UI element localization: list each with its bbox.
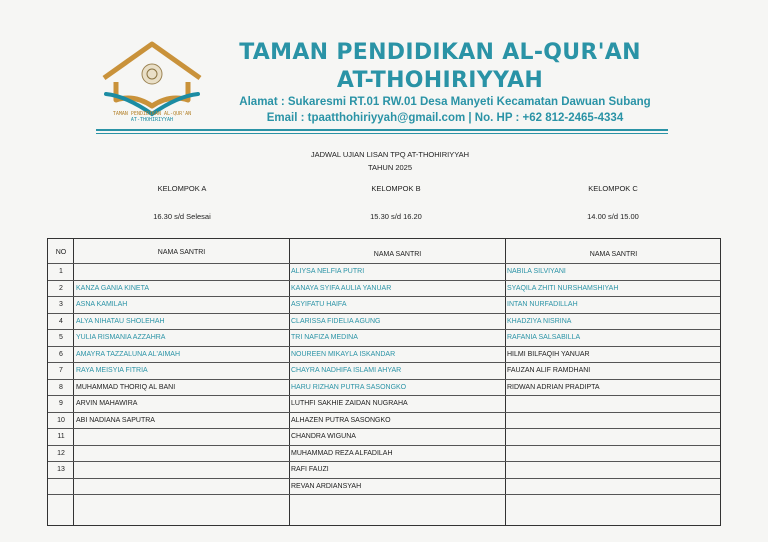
student-name-group-c: HILMI BILFAQIH YANUAR [507, 350, 590, 358]
student-name-group-b: ALIYSA NELFIA PUTRI [291, 268, 365, 275]
logo-caption-line-1: TAMAN PENDIDIKAN AL-QUR'AN [112, 111, 192, 117]
student-name-group-b: RAFI FAUZI [291, 466, 329, 473]
row-divider [48, 296, 720, 297]
row-number: 11 [57, 433, 65, 440]
student-name-group-b: HARU RIZHAN PUTRA SASONGKO [291, 383, 407, 391]
group-a-time: 16.30 s/d Selesai [153, 212, 211, 221]
student-name-group-c: RAFANIA SALSABILLA [507, 334, 581, 341]
row-divider [48, 329, 720, 330]
letterhead-rule-thin [96, 133, 668, 134]
student-name-group-c: KHADZIYA NISRINA [507, 317, 572, 325]
row-divider [48, 395, 720, 396]
header-row-divider [48, 263, 720, 264]
group-c-name: KELOMPOK C [588, 184, 638, 193]
schedule-title: JADWAL UJIAN LISAN TPQ AT-THOHIRIYYAH [310, 150, 470, 159]
group-b-time: 15.30 s/d 16.20 [370, 212, 422, 221]
group-c-time: 14.00 s/d 15.00 [587, 212, 639, 221]
student-name-group-c: NABILA SILVIYANI [507, 268, 566, 275]
header-no: NO [55, 249, 67, 256]
student-name-group-a: YULIA RISMANIA AZZAHRA [76, 334, 166, 341]
school-contact: Email : tpaatthohiriyyah@gmail.com | No. HP : +62 812-2465-4334 [266, 112, 624, 124]
row-number: 4 [59, 317, 63, 325]
row-number: 7 [59, 367, 63, 374]
student-name-group-b: CLARISSA FIDELIA AGUNG [291, 317, 381, 325]
student-name-group-b: MUHAMMAD REZA ALFADILAH [291, 449, 393, 457]
row-number: 9 [59, 400, 63, 407]
student-name-group-c: FAUZAN ALIF RAMDHANI [507, 367, 591, 374]
student-name-group-a: ABI NADIANA SAPUTRA [76, 416, 155, 424]
row-number: 1 [59, 268, 63, 275]
student-name-group-b: CHANDRA WIGUNA [291, 433, 356, 440]
letterhead-rule-thick [96, 129, 668, 131]
header-group-a: NAMA SANTRI [157, 249, 206, 256]
student-name-group-b: CHAYRA NADHIFA ISLAMI AHYAR [291, 367, 402, 374]
row-number: 10 [57, 416, 65, 424]
header-group-c: NAMA SANTRI [589, 251, 638, 258]
column-divider [289, 239, 290, 525]
student-name-group-b: REVAN ARDIANSYAH [291, 482, 362, 490]
group-b-name: KELOMPOK B [371, 184, 421, 193]
row-divider [48, 461, 720, 462]
row-divider [48, 478, 720, 479]
row-number: 13 [57, 466, 65, 473]
student-name-group-c: SYAQILA ZHITI NURSHAMSHIYAH [507, 284, 619, 292]
student-name-group-a: AMAYRA TAZZALUNA AL'AIMAH [76, 350, 181, 358]
row-number: 2 [59, 284, 63, 292]
student-name-group-a: ASNA KAMILAH [76, 301, 128, 308]
student-name-group-a: KANZA GANIA KINETA [76, 284, 150, 292]
row-number: 12 [57, 449, 65, 457]
header-group-b: NAMA SANTRI [373, 251, 422, 258]
logo-caption [96, 111, 208, 123]
row-number: 3 [59, 301, 63, 308]
row-divider [48, 280, 720, 281]
student-name-group-b: ALHAZEN PUTRA SASONGKO [291, 416, 391, 424]
student-name-group-c: RIDWAN ADRIAN PRADIPTA [507, 383, 600, 391]
row-divider [48, 412, 720, 413]
logo-caption-line-2: AT-THOHIRIYYAH [130, 117, 174, 123]
student-name-group-a: MUHAMMAD THORIQ AL BANI [76, 383, 176, 391]
student-name-group-b: TRI NAFIZA MEDINA [291, 334, 358, 341]
row-number: 8 [59, 383, 63, 391]
schedule-year: TAHUN 2025 [367, 163, 413, 172]
group-a-name: KELOMPOK A [157, 184, 207, 193]
student-name-group-a: RAYA MEISYIA FITRIA [76, 367, 148, 374]
row-divider [48, 362, 720, 363]
row-divider [48, 494, 720, 495]
student-name-group-b: LUTHFI SAKHIE ZAIDAN NUGRAHA [291, 400, 408, 407]
student-name-group-b: ASYIFATU HAIFA [291, 301, 347, 308]
row-divider [48, 428, 720, 429]
student-table [47, 238, 721, 526]
school-address: Alamat : Sukaresmi RT.01 RW.01 Desa Manyeti Kecamatan Dawuan Subang [239, 96, 651, 108]
student-name-group-b: NOUREEN MIKAYLA ISKANDAR [291, 350, 396, 358]
row-number: 5 [59, 334, 63, 341]
row-divider [48, 445, 720, 446]
student-name-group-b: KANAYA SYIFA AULIA YANUAR [291, 284, 392, 292]
row-divider [48, 313, 720, 314]
student-name-group-c: INTAN NURFADILLAH [507, 301, 578, 308]
row-divider [48, 346, 720, 347]
student-name-group-a: ALYA NIHATAU SHOLEHAH [76, 317, 165, 325]
column-divider [505, 239, 506, 525]
student-name-group-a: ARVIN MAHAWIRA [76, 400, 138, 407]
school-name-line-1: TAMAN PENDIDIKAN AL-QUR'AN [239, 40, 641, 65]
row-number: 6 [59, 350, 63, 358]
row-divider [48, 379, 720, 380]
school-name-line-2: AT-THOHIRIYYAH [336, 68, 544, 93]
